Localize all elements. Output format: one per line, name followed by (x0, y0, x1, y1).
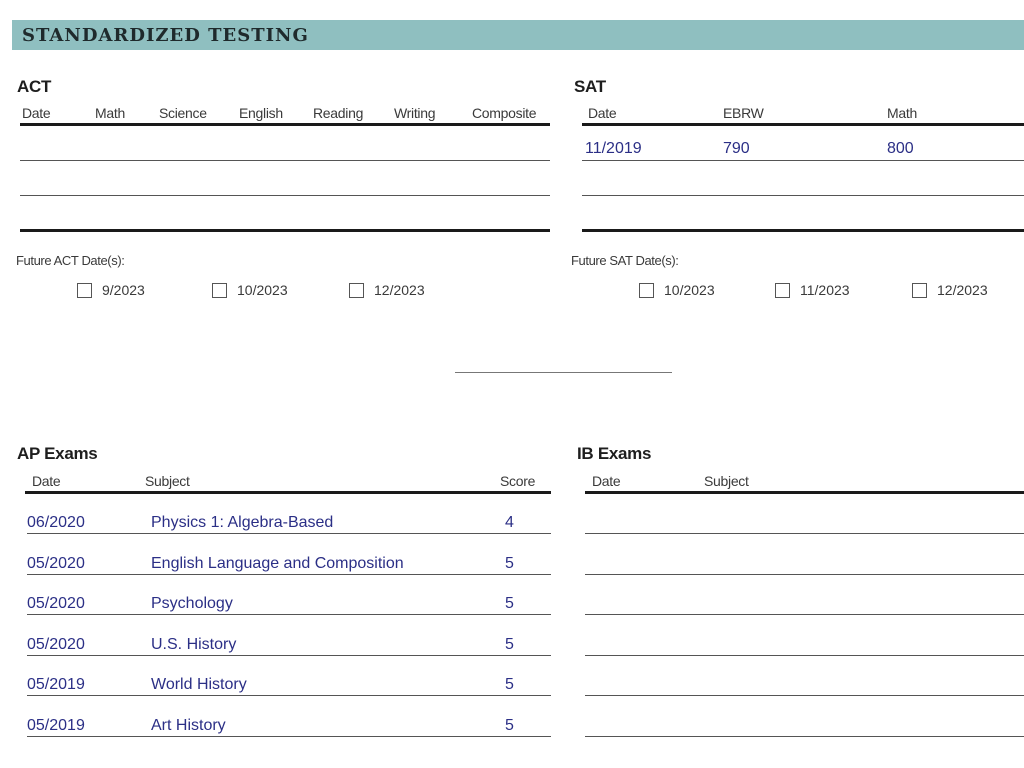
ap-row-score: 5 (505, 676, 514, 693)
act-col-composite: Composite (472, 105, 537, 121)
ap-col-score: Score (500, 473, 536, 489)
ap-row-date: 05/2020 (27, 636, 85, 653)
act-future-option[interactable]: 12/2023 (349, 282, 425, 298)
ib-title: IB Exams (577, 444, 652, 463)
section-divider (455, 372, 672, 373)
ap-col-subject: Subject (145, 473, 190, 489)
sat-future-option[interactable]: 10/2023 (639, 282, 715, 298)
act-footer-rule (20, 229, 550, 232)
sat-row-date: 11/2019 (585, 140, 642, 157)
act-col-science: Science (159, 105, 207, 121)
ap-row-subject: Psychology (151, 595, 233, 612)
checkbox[interactable] (639, 283, 654, 298)
ap-header-rule (25, 491, 551, 494)
ap-row-score: 5 (505, 717, 514, 734)
sat-col-math: Math (887, 105, 917, 121)
checkbox[interactable] (349, 283, 364, 298)
ap-row-subject: World History (151, 676, 247, 693)
ib-col-subject: Subject (704, 473, 749, 489)
ap-row-line[interactable] (27, 695, 551, 696)
ap-col-date: Date (32, 473, 61, 489)
act-title: ACT (17, 77, 52, 96)
sat-future-option[interactable]: 11/2023 (775, 282, 850, 298)
ib-row-line[interactable] (585, 655, 1024, 656)
ap-row-score: 5 (505, 595, 514, 612)
sat-row-line[interactable] (582, 195, 1024, 196)
act-col-reading: Reading (313, 105, 364, 121)
ap-row-score: 5 (505, 555, 514, 572)
ap-row-line[interactable] (27, 736, 551, 737)
ap-row-subject: Physics 1: Algebra-Based (151, 514, 334, 531)
sat-row-line[interactable] (582, 160, 1024, 161)
checkbox[interactable] (912, 283, 927, 298)
checkbox[interactable] (77, 283, 92, 298)
ib-row-line[interactable] (585, 533, 1024, 534)
checkbox[interactable] (775, 283, 790, 298)
section-banner (12, 20, 1024, 50)
ap-row-date: 05/2019 (27, 676, 85, 693)
act-future-option[interactable]: 10/2023 (212, 282, 288, 298)
act-col-writing: Writing (394, 105, 436, 121)
act-future-label: Future ACT Date(s): (16, 253, 125, 268)
sat-col-date: Date (588, 105, 617, 121)
ap-row-subject: English Language and Composition (151, 555, 404, 572)
section-title: STANDARDIZED TESTING (22, 25, 309, 46)
ap-row-line[interactable] (27, 614, 551, 615)
sat-title: SAT (574, 77, 606, 96)
ap-row-score: 5 (505, 636, 514, 653)
ap-row-line[interactable] (27, 655, 551, 656)
ib-col-date: Date (592, 473, 621, 489)
act-col-math: Math (95, 105, 125, 121)
ib-row-line[interactable] (585, 695, 1024, 696)
checkbox[interactable] (212, 283, 227, 298)
act-col-date: Date (22, 105, 51, 121)
ap-row-date: 05/2020 (27, 595, 85, 612)
act-col-english: English (239, 105, 283, 121)
ap-row-subject: Art History (151, 717, 226, 734)
ap-row-subject: U.S. History (151, 636, 237, 653)
ap-row-date: 05/2020 (27, 555, 85, 572)
sat-future-label: Future SAT Date(s): (571, 253, 679, 268)
ib-row-line[interactable] (585, 736, 1024, 737)
ap-title: AP Exams (17, 444, 98, 463)
sat-row-ebrw: 790 (723, 140, 750, 157)
ap-row-date: 05/2019 (27, 717, 85, 734)
ap-row-score: 4 (505, 514, 514, 531)
act-row-line[interactable] (20, 160, 550, 161)
ap-row-line[interactable] (27, 574, 551, 575)
act-header-rule (20, 123, 550, 126)
act-row-line[interactable] (20, 195, 550, 196)
sat-footer-rule (582, 229, 1024, 232)
ib-header-rule (585, 491, 1024, 494)
sat-header-rule (582, 123, 1024, 126)
sat-future-option[interactable]: 12/2023 (912, 282, 988, 298)
act-future-option[interactable]: 9/2023 (77, 282, 145, 298)
ap-row-date: 06/2020 (27, 514, 85, 531)
ib-row-line[interactable] (585, 614, 1024, 615)
sat-col-ebrw: EBRW (723, 105, 764, 121)
sat-row-math: 800 (887, 140, 914, 157)
ib-row-line[interactable] (585, 574, 1024, 575)
ap-row-line[interactable] (27, 533, 551, 534)
